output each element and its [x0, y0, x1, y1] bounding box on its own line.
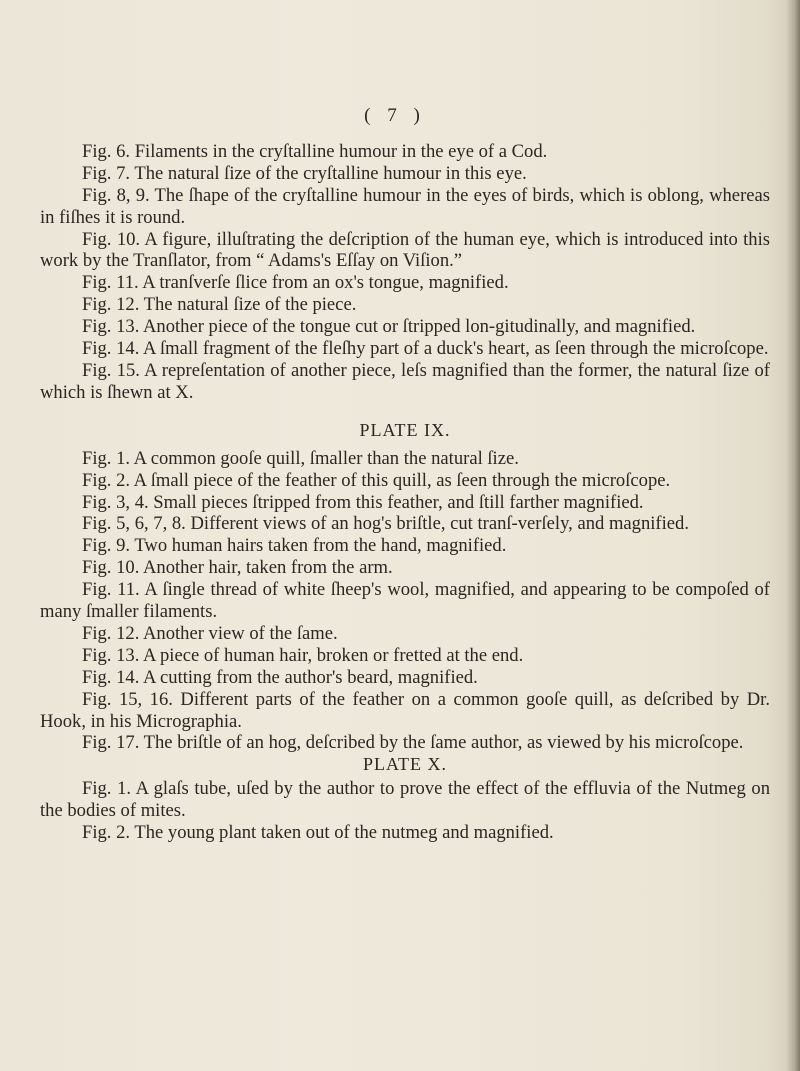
- figure-caption: Fig. 13. Another piece of the tongue cut or ſtripped lon-gitudinally, and magnified.: [82, 316, 696, 338]
- figure-caption: Fig. 2. A ſmall piece of the feather of this quill, as ſeen through the microſcope.: [82, 469, 671, 491]
- figure-caption: Fig. 13. A piece of human hair, broken or fretted at the end.: [82, 644, 524, 666]
- plate-ix-heading: PLATE IX.: [359, 419, 451, 440]
- figure-caption: Fig. 15. A repreſentation of another piece, leſs magnified than the former, the natural ſize of which is ſhewn at X.: [40, 359, 770, 403]
- figure-caption: Fig. 12. The natural ſize of the piece.: [82, 294, 357, 316]
- figure-caption: Fig. 5, 6, 7, 8. Different views of an hog's briſtle, cut tranſ-verſely, and magnified.: [82, 513, 689, 535]
- figure-list-plate-x: [40, 778, 770, 844]
- figure-caption: Fig. 1. A glaſs tube, uſed by the author to prove the effect of the effluvia of the Nutmeg on the bodies of mites.: [40, 778, 770, 822]
- page-edge-shadow: [786, 0, 800, 1071]
- figure-caption: Fig. 11. A ſingle thread of white ſheep's wool, magnified, and appearing to be compoſed of many ſmaller filaments.: [40, 579, 770, 623]
- figure-caption: Fig. 11. A tranſverſe ſlice from an ox's tongue, magnified.: [82, 272, 509, 294]
- figure-caption: Fig. 2. The young plant taken out of the nutmeg and magnified.: [82, 822, 554, 844]
- figure-caption: Fig. 17. The briſtle of an hog, deſcribed by the ſame author, as viewed by his microſcope.: [82, 732, 744, 754]
- figure-list-section-1: [40, 141, 770, 404]
- figure-list-plate-ix: [40, 448, 770, 755]
- figure-caption: Fig. 7. The natural ſize of the cryſtalline humour in this eye.: [82, 162, 527, 184]
- figure-caption: Fig. 12. Another view of the ſame.: [82, 622, 338, 644]
- figure-caption: Fig. 1. A common gooſe quill, ſmaller than the natural ſize.: [82, 447, 519, 469]
- figure-caption: Fig. 10. Another hair, taken from the arm.: [82, 557, 393, 579]
- page-number: ( 7 ): [364, 105, 426, 126]
- figure-caption: Fig. 14. A ſmall fragment of the fleſhy part of a duck's heart, as ſeen through the microſcope.: [82, 338, 769, 360]
- figure-caption: Fig. 9. Two human hairs taken from the hand, magnified.: [82, 535, 507, 557]
- figure-caption: Fig. 3, 4. Small pieces ſtripped from this feather, and ſtill farther magnified.: [82, 491, 644, 513]
- plate-x-heading: PLATE X.: [363, 754, 447, 775]
- page-content: [40, 105, 770, 844]
- figure-caption: Fig. 6. Filaments in the cryſtalline humour in the eye of a Cod.: [82, 140, 548, 162]
- figure-caption: Fig. 8, 9. The ſhape of the cryſtalline humour in the eyes of birds, which is oblong, whereas in fiſhes it is round.: [40, 184, 770, 228]
- figure-caption: Fig. 15, 16. Different parts of the feather on a common gooſe quill, as deſcribed by Dr. Hook, in his Micrographia.: [40, 688, 770, 732]
- figure-caption: Fig. 10. A figure, illuſtrating the deſcription of the human eye, which is introduced into this work by the Tranſlator, from “ Adams's Eſſay on Viſion.”: [40, 228, 770, 272]
- figure-caption: Fig. 14. A cutting from the author's beard, magnified.: [82, 666, 478, 688]
